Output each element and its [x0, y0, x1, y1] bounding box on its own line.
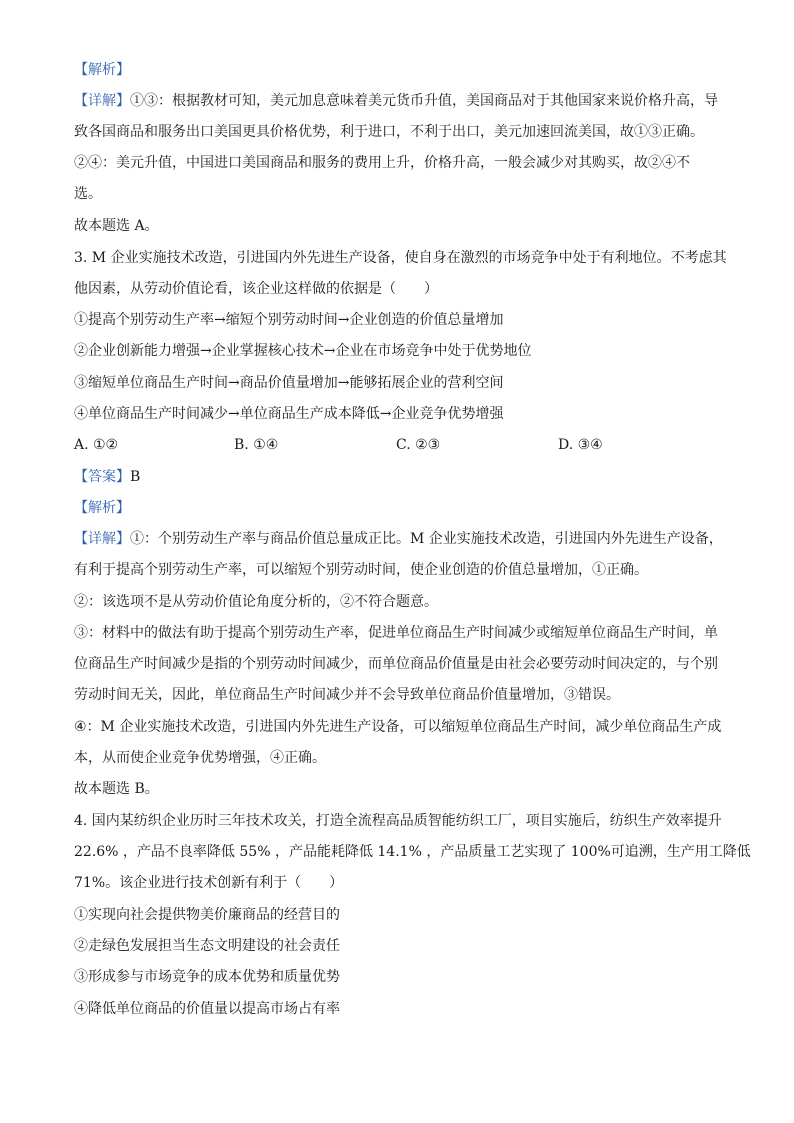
explanation-line: ③：材料中的做法有助于提高个别劳动生产率，促进单位商品生产时间减少或缩短单位商品生产时间，单	[74, 625, 718, 641]
explanation-line: 致各国商品和服务出口美国更具价格优势，利于进口，不利于出口，美元加速回流美国，故①③正确。	[74, 124, 704, 140]
explanation-line: 本，从而使企业竞争优势增强，④正确。	[74, 750, 326, 766]
conclusion-line: 故本题选 B。	[74, 781, 159, 797]
explanation-line: ②④：美元升值，中国进口美国商品和服务的费用上升，价格升高，一般会减少对其购买，故②④不	[74, 155, 690, 171]
explanation-line: ②：该选项不是从劳动价值论角度分析的，②不符合题意。	[74, 594, 438, 610]
question-stem: 他因素，从劳动价值论看，该企业这样做的依据是（ ）	[74, 281, 438, 297]
explanation-line: 【详解】①③：根据教材可知，美元加息意味着美元货币升值，美国商品对于其他国家来说价格升高，导	[74, 93, 718, 109]
question-stem: 22.6% ，产品不良率降低 55% ，产品能耗降低 14.1% ，产品质量工艺实现了 100%可追溯，生产用工降低	[74, 844, 751, 860]
section-label: 【解析】	[74, 500, 130, 516]
statement-item: ②走绿色发展担当生态文明建设的社会责任	[74, 938, 340, 954]
question-stem: 4. 国内某纺织企业历时三年技术攻关，打造全流程高品质智能纺织工厂，项目实施后，纺织生产效率提升	[74, 813, 722, 829]
explanation-line: 劳动时间无关，因此，单位商品生产时间减少并不会导致单位商品价值量增加，③错误。	[74, 687, 620, 703]
explanation-line: 有利于提高个别劳动生产率，可以缩短个别劳动时间，使企业创造的价值总量增加，①正确。	[74, 562, 648, 578]
conclusion-line: 故本题选 A。	[74, 218, 159, 234]
explanation-line: 位商品生产时间减少是指的个别劳动时间减少，而单位商品价值量是由社会必要劳动时间决定的，与个别	[74, 656, 718, 672]
explanation-line: 选。	[74, 186, 102, 202]
explanation-line: ④：M 企业实施技术改造，引进国内外先进生产设备，可以缩短单位商品生产时间，减少单位商品生产成	[74, 719, 722, 735]
statement-item: ②企业创新能力增强→企业掌握核心技术→企业在市场竞争中处于优势地位	[74, 343, 532, 359]
statement-item: ③形成参与市场竞争的成本优势和质量优势	[74, 969, 340, 985]
statement-item: ④降低单位商品的价值量以提高市场占有率	[74, 1001, 340, 1017]
statement-item: ③缩短单位商品生产时间→商品价值量增加→能够拓展企业的营利空间	[74, 375, 504, 391]
answer-line: 【答案】B	[74, 469, 141, 485]
option-a: A. ①②	[74, 437, 119, 453]
question-stem: 71%。该企业进行技术创新有利于（ ）	[74, 875, 344, 891]
option-d: D. ③④	[558, 437, 603, 453]
statement-item: ①实现向社会提供物美价廉商品的经营目的	[74, 907, 340, 923]
question-stem: 3. M 企业实施技术改造，引进国内外先进生产设备，使自身在激烈的市场竞争中处于有利地位。不考虑其	[74, 250, 727, 266]
option-c: C. ②③	[396, 437, 441, 453]
statement-item: ①提高个别劳动生产率→缩短个别劳动时间→企业创造的价值总量增加	[74, 312, 504, 328]
section-label: 【解析】	[74, 62, 130, 78]
option-b: B. ①④	[234, 437, 279, 453]
explanation-line: 【详解】①：个别劳动生产率与商品价值总量成正比。M 企业实施技术改造，引进国内外先进生产设备，	[74, 531, 723, 547]
answer-options	[74, 435, 724, 455]
statement-item: ④单位商品生产时间减少→单位商品生产成本降低→企业竞争优势增强	[74, 406, 504, 422]
